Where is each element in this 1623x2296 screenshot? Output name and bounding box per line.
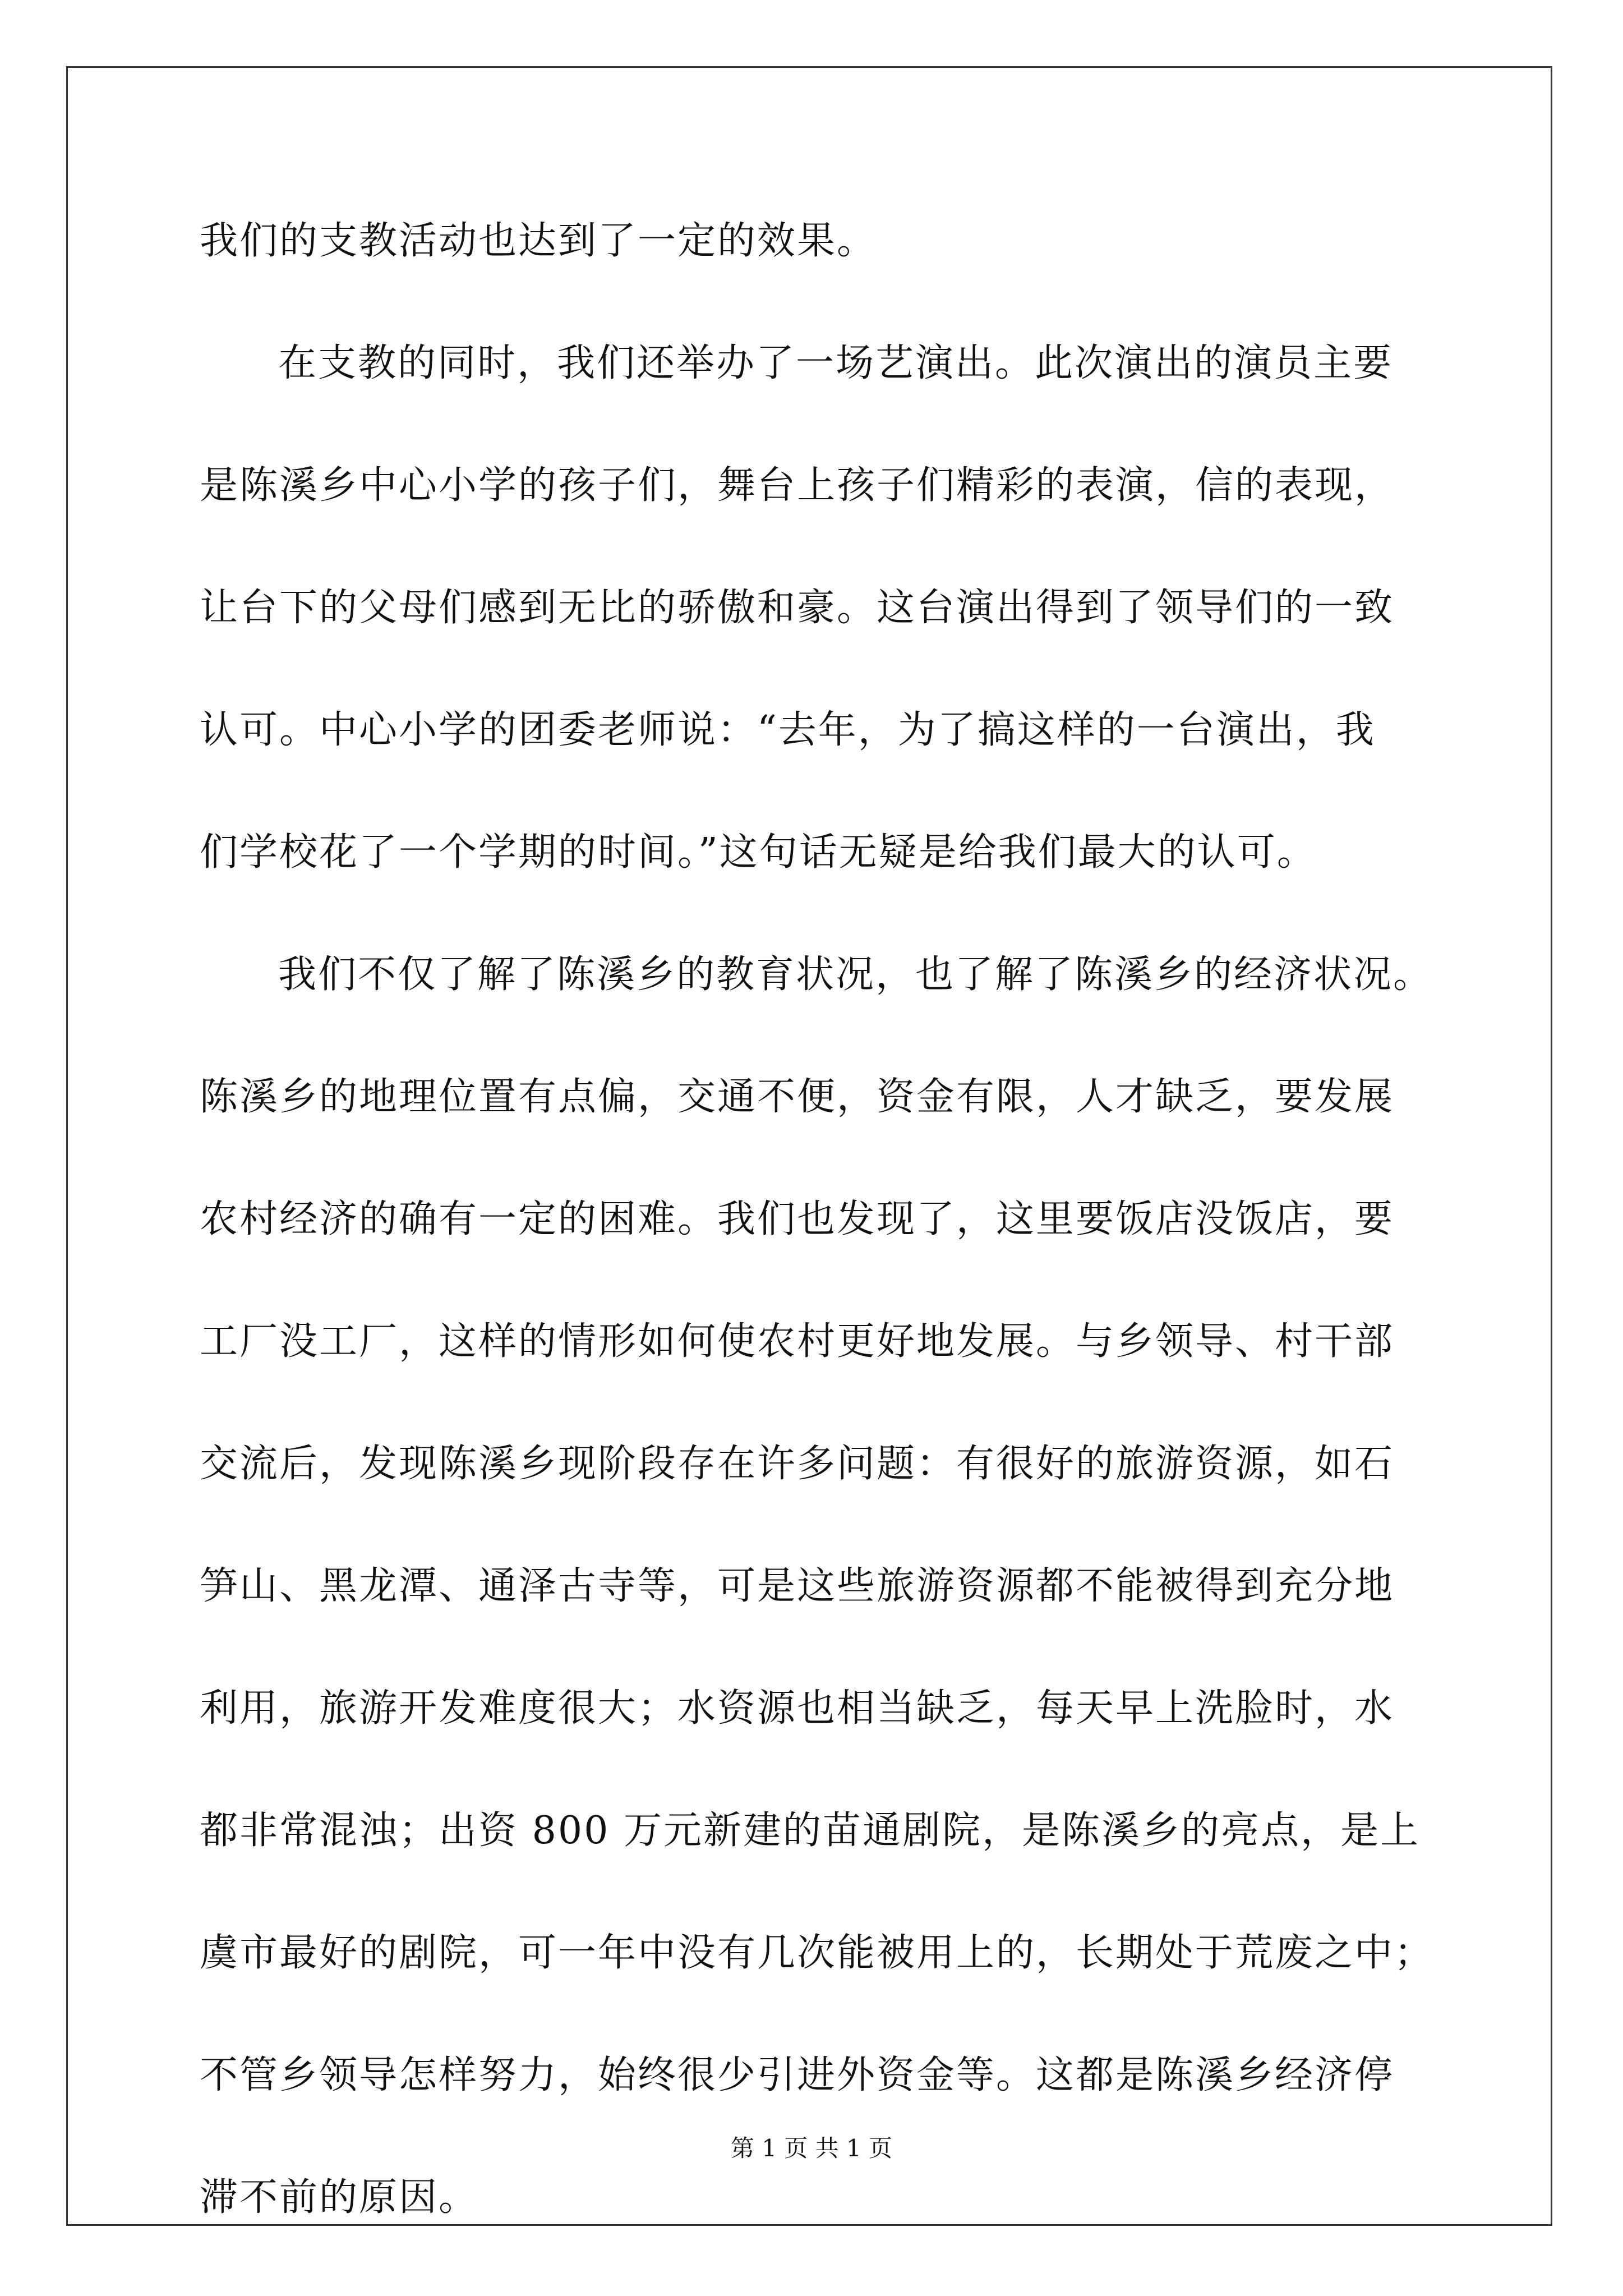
text-line: 认可。中心小学的团委老师说：“去年，为了搞这样的一台演出，我: [200, 708, 1376, 752]
text-line: 都非常混浊；出资 800 万元新建的苗通剧院，是陈溪乡的亮点，是上: [200, 1809, 1421, 1853]
text-line: 我们不仅了解了陈溪乡的教育状况，也了解了陈溪乡的经济状况。: [278, 953, 1433, 997]
text-line: 我们的支教活动也达到了一定的效果。: [200, 219, 877, 263]
text-line: 农村经济的确有一定的困难。我们也发现了，这里要饭店没饭店，要: [200, 1197, 1395, 1241]
text-line: 们学校花了一个学期的时间。”这句话无疑是给我们最大的认可。: [200, 830, 1317, 875]
text-line: 工厂没工厂，这样的情形如何使农村更好地发展。与乡领导、村干部: [200, 1319, 1395, 1364]
text-line: 是陈溪乡中心小学的孩子们，舞台上孩子们精彩的表演，信的表现，: [200, 463, 1395, 508]
text-line: 利用，旅游开发难度很大；水资源也相当缺乏，每天早上洗脸时，水: [200, 1686, 1395, 1731]
text-line: 让台下的父母们感到无比的骄傲和豪。这台演出得到了领导们的一致: [200, 586, 1395, 630]
page-number-footer: 第 1 页 共 1 页: [730, 2134, 893, 2162]
text-line: 笋山、黑龙潭、通泽古寺等，可是这些旅游资源都不能被得到充分地: [200, 1564, 1395, 1608]
text-line: 在支教的同时，我们还举办了一场艺演出。此次演出的演员主要: [278, 341, 1394, 385]
text-line: 不管乡领导怎样努力，始终很少引进外资金等。这都是陈溪乡经济停: [200, 2053, 1395, 2097]
text-line: 交流后，发现陈溪乡现阶段存在许多问题：有很好的旅游资源，如石: [200, 1442, 1395, 1486]
text-line: 陈溪乡的地理位置有点偏，交通不便，资金有限，人才缺乏，要发展: [200, 1075, 1395, 1119]
text-line: 滞不前的原因。: [200, 2175, 479, 2220]
text-line: 虞市最好的剧院，可一年中没有几次能被用上的，长期处于荒废之中；: [200, 1931, 1435, 1975]
document-body: [200, 210, 1435, 2289]
